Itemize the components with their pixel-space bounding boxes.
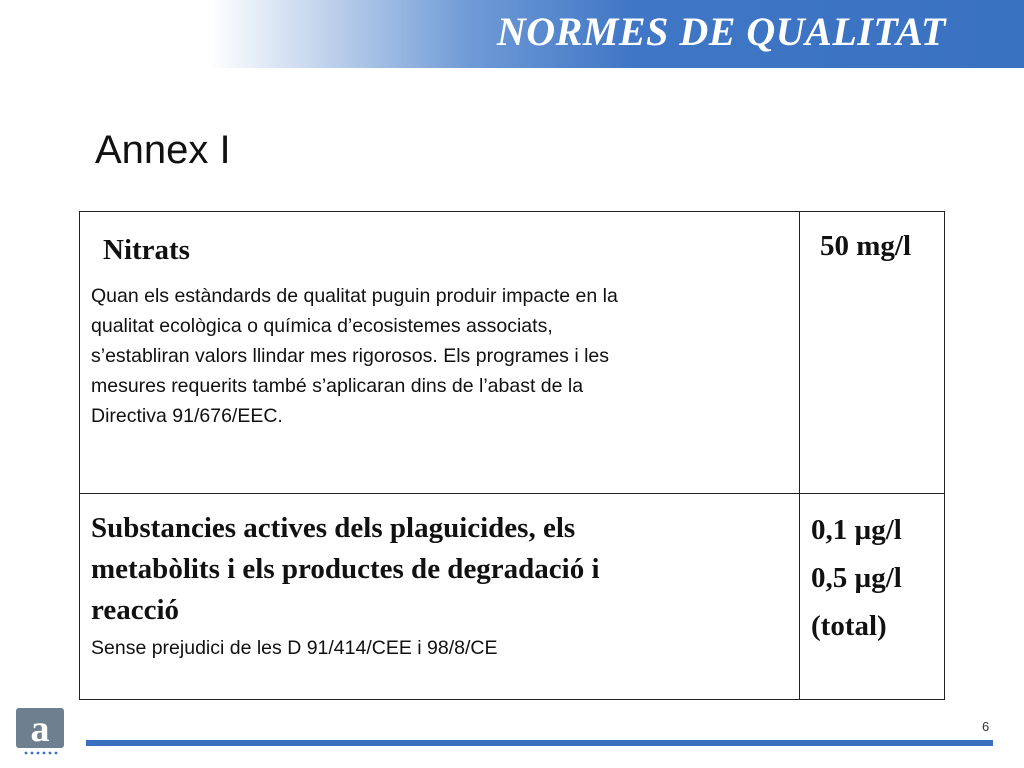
nitrats-description-line: s’establiran valors llindar mes rigorosos. Els programes i les	[91, 345, 610, 367]
nitrats-limit-value: 50 mg/l	[820, 230, 912, 262]
letter-a-logo-icon	[16, 708, 64, 756]
table-row-plaguicides	[80, 494, 944, 699]
svg-text:a: a	[30, 708, 50, 750]
nitrats-description-line: qualitat ecològica o química d’ecosistemes associats,	[91, 315, 553, 337]
plaguicides-limit-value: (total)	[811, 610, 887, 642]
slide-title: Annex I	[95, 128, 231, 172]
nitrats-description-line: mesures requerits també s’aplicaran dins de l’abast de la	[91, 375, 584, 397]
plaguicides-note: Sense prejudici de les D 91/414/CEE i 98/8/CE	[91, 637, 498, 659]
plaguicides-title-line: reacció	[91, 594, 180, 626]
page-number: 6	[982, 719, 990, 734]
nitrats-description	[91, 281, 791, 431]
plaguicides-title-line: Substancies actives dels plaguicides, els	[91, 512, 576, 544]
footer-divider	[86, 740, 993, 746]
plaguicides-title-line: metabòlits i els productes de degradació i	[91, 553, 600, 585]
nitrats-title: Nitrats	[103, 234, 190, 266]
plaguicides-limit-values	[811, 506, 902, 650]
column-divider	[799, 212, 800, 699]
quality-standards-table	[79, 211, 945, 700]
plaguicides-limit-value: 0,5 µg/l	[811, 562, 902, 594]
plaguicides-title	[91, 508, 791, 631]
table-row-nitrats	[80, 212, 944, 494]
plaguicides-limit-value: 0,1 µg/l	[811, 514, 902, 546]
nitrats-description-line: Quan els estàndards de qualitat puguin produir impacte en la	[91, 285, 618, 307]
header-bar	[210, 0, 1024, 68]
header-title: NORMES DE QUALITAT	[496, 9, 946, 54]
nitrats-description-line: Directiva 91/676/EEC.	[91, 405, 283, 427]
